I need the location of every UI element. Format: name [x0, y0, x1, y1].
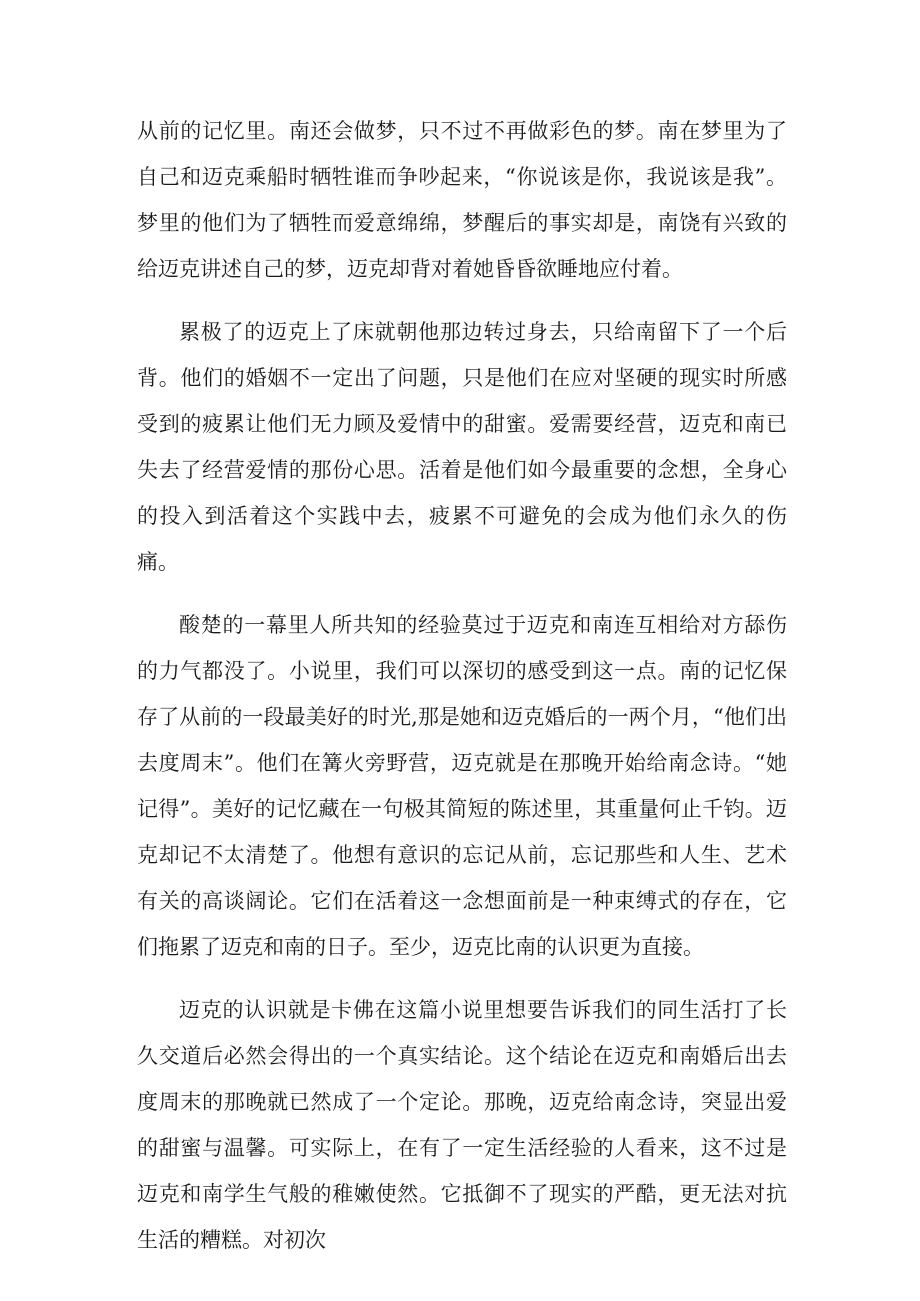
paragraph-3: 酸楚的一幕里人所共知的经验莫过于迈克和南连互相给对方舔伤的力气都没了。小说里，我们可以深切的感受到这一点。南的记忆保存了从前的一段最美好的时光,那是她和迈克婚后的一两个月，“他们出去度周末”。他们在篝火旁野营，迈克就是在那晚开始给南念诗。“她记得”。美好的记忆藏在一句极其简短的陈述里，其重量何止千钧。迈克却记不太清楚了。他想有意识的忘记从前，忘记那些和人生、艺术有关的高谈阔论。它们在活着这一念想面前是一种束缚式的存在，它们拖累了迈克和南的日子。至少，迈克比南的认识更为直接。	[137, 613, 787, 959]
paragraph-4: 迈克的认识就是卡佛在这篇小说里想要告诉我们的同生活打了长久交道后必然会得出的一个真实结论。这个结论在迈克和南婚后出去度周末的那晚就已然成了一个定论。那晚，迈克给南念诗，突显出爱的甜蜜与温馨。可实际上，在有了一定生活经验的人看来，这不过是迈克和南学生气般的稚嫩使然。它抵御不了现实的严酷，更无法对抗生活的糟糕。对初次	[137, 998, 787, 1252]
document-body	[137, 108, 787, 1280]
paragraph-1: 从前的记忆里。南还会做梦，只不过不再做彩色的梦。南在梦里为了自己和迈克乘船时牺牲谁而争吵起来，“你说该是你，我说该是我”。梦里的他们为了牺牲而爱意绵绵，梦醒后的事实却是，南饶有兴致的给迈克讲述自己的梦，迈克却背对着她昏昏欲睡地应付着。	[137, 119, 787, 281]
paragraph-2: 累极了的迈克上了床就朝他那边转过身去，只给南留下了一个后背。他们的婚姻不一定出了问题，只是他们在应对坚硬的现实时所感受到的疲累让他们无力顾及爱情中的甜蜜。爱需要经营，迈克和南已失去了经营爱情的那份心思。活着是他们如今最重要的念想，全身心的投入到活着这个实践中去，疲累不可避免的会成为他们永久的伤痛。	[137, 320, 787, 574]
